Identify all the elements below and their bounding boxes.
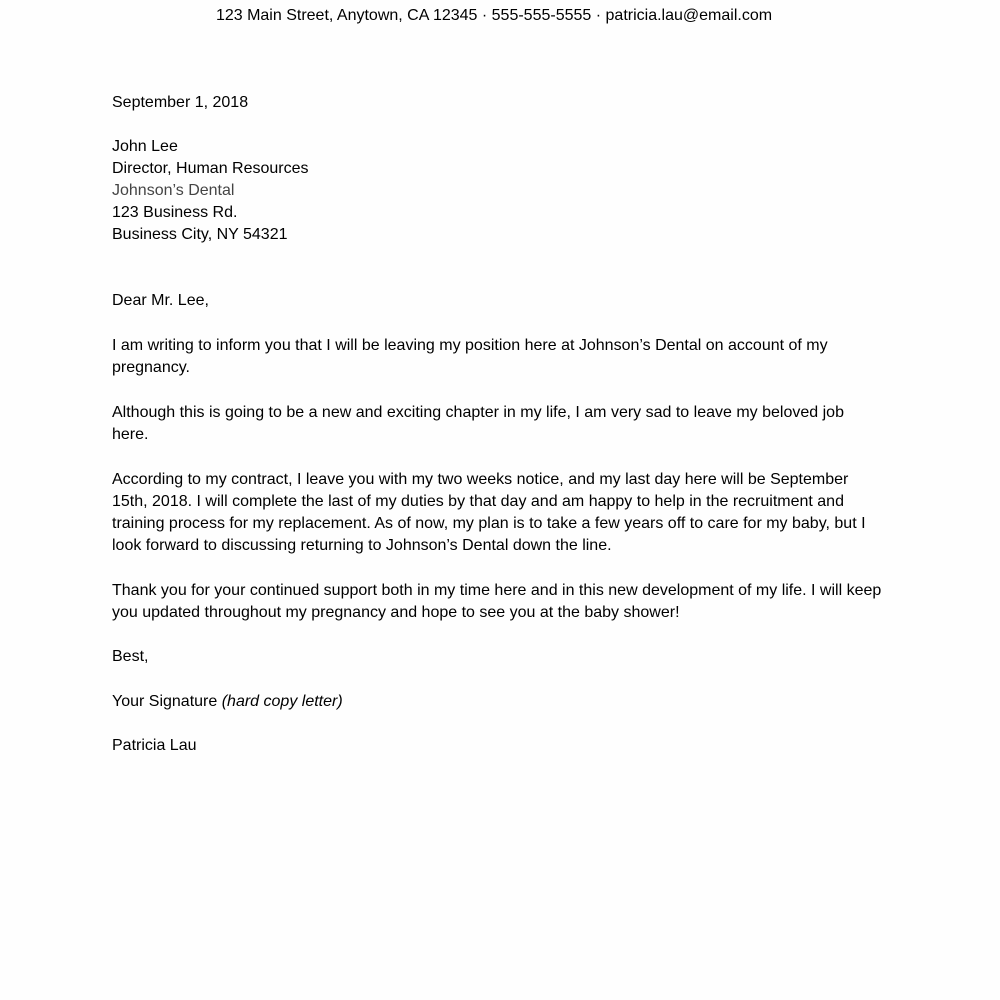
- recipient-street: 123 Business Rd.: [112, 204, 238, 221]
- body-paragraph-2: Although this is going to be a new and exciting chapter in my life, I am very sad to leave my beloved job here.: [112, 404, 844, 443]
- recipient-address-block: [112, 136, 882, 246]
- closing: Best,: [112, 648, 149, 665]
- recipient-title: Director, Human Resources: [112, 160, 309, 177]
- recipient-name: John Lee: [112, 138, 178, 155]
- salutation: Dear Mr. Lee,: [112, 292, 209, 309]
- signature-label: Your Signature: [112, 693, 218, 710]
- body-paragraph-1: I am writing to inform you that I will be leaving my position here at Johnson’s Dental on account of my pregnancy.: [112, 337, 828, 376]
- signature-line: [112, 691, 882, 713]
- recipient-city: Business City, NY 54321: [112, 226, 288, 243]
- recipient-company: Johnson’s Dental: [112, 182, 235, 199]
- body-paragraph-3: According to my contract, I leave you with my two weeks notice, and my last day here will be September 15th, 2018. I will complete the last of my duties by that day and am happy to help in the recruitment and training process for my replacement. As of now, my plan is to take a few years off to care for my baby, but I look forward to discussing returning to Johnson’s Dental down the line.: [112, 471, 866, 554]
- sender-contact-line: 123 Main Street, Anytown, CA 12345 · 555-555-5555 · patricia.lau@email.com: [215, 7, 773, 24]
- body-paragraph-4: Thank you for your continued support both in my time here and in this new development of my life. I will keep you updated throughout my pregnancy and hope to see you at the baby shower!: [112, 582, 882, 621]
- signature-note: (hard copy letter): [221, 693, 343, 710]
- signer-name: Patricia Lau: [112, 737, 197, 754]
- letter-date: September 1, 2018: [112, 94, 249, 111]
